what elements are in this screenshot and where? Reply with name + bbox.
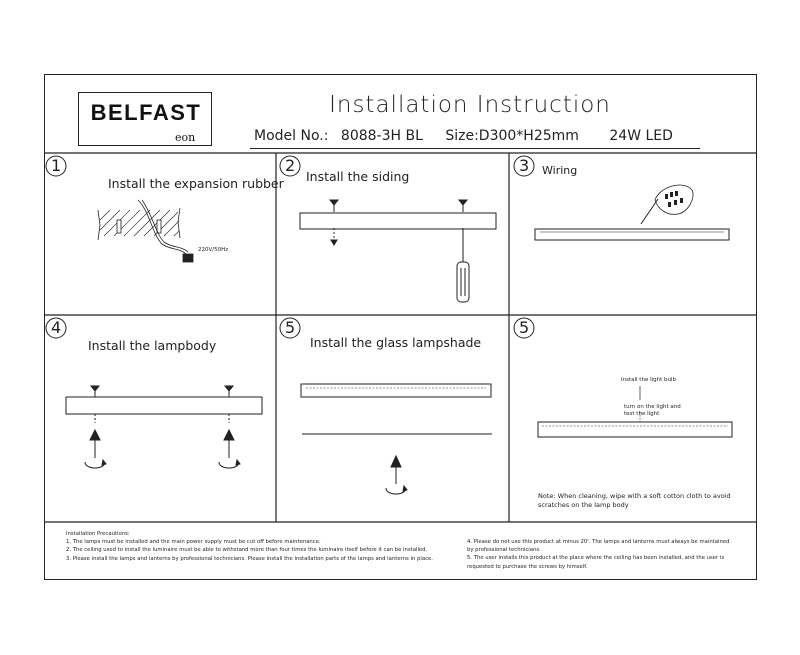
document-title: Installation Instruction — [329, 92, 611, 118]
test-label-line-2: test the light — [624, 411, 660, 417]
step-1-drawing — [98, 200, 193, 262]
test-label-line-1: turn on the light and — [624, 404, 681, 410]
size-text: Size:D300*H25mm — [445, 128, 579, 144]
brand-name: BELFAST — [90, 100, 202, 125]
cleaning-note — [538, 492, 731, 511]
voltage-label: 220V/50Hz — [198, 247, 229, 253]
precaution-item: requested to purchase the screws by himself. — [467, 563, 588, 570]
step-5-label: Install the glass lampshade — [310, 335, 482, 350]
precaution-item: 3. Please install the lamps and lanterns by professional technicians. Please install the installation parts of the lamps and lanterns in place. — [66, 555, 433, 562]
step-5-number: 5 — [285, 318, 296, 337]
step-3-drawing — [535, 185, 729, 240]
precautions-right — [467, 538, 752, 571]
step-4-drawing — [66, 386, 262, 468]
step-2-label: Install the siding — [306, 169, 410, 184]
step-1-label: Install the expansion rubber — [108, 176, 284, 191]
model-value: 8088-3H BL — [340, 128, 423, 144]
precaution-item: by professional technicians. — [467, 547, 541, 554]
precaution-item: 1. The lamps must be installed and the main power supply must be cut off before maintenance. — [66, 539, 321, 546]
step-5-drawing — [301, 384, 492, 494]
precautions-heading: Installation Precautions: — [66, 531, 130, 537]
cleaning-note-line-1: Note: When cleaning, wipe with a soft cotton cloth to avoid — [538, 492, 731, 500]
precaution-item: 2. The ceiling used to install the luminaire must be able to withstand more than four times the luminaire itself before it can be installed. — [66, 547, 428, 554]
step-4-label: Install the lampbody — [88, 338, 217, 353]
step-3-label: Wiring — [542, 164, 578, 177]
power-text: 24W LED — [609, 128, 673, 144]
step-4-number: 4 — [51, 318, 62, 337]
bulb-label: Install the light bulb — [621, 377, 677, 383]
step-6-number: 5 — [519, 318, 530, 337]
model-label: Model No.: — [254, 128, 329, 144]
step-2-drawing — [300, 200, 496, 302]
precautions-left — [66, 530, 466, 563]
precaution-item: 4. Please do not use this product at minus 20'. The lamps and lanterns must always be maintained — [467, 539, 730, 545]
step-3-number: 3 — [519, 156, 530, 175]
brand-subtitle: eon — [175, 131, 196, 144]
cleaning-note-line-2: scratches on the lamp body — [538, 501, 629, 510]
step-1-number: 1 — [51, 156, 62, 175]
step-2-number: 2 — [285, 156, 296, 175]
precaution-item: 5. The user installs this product at the place where the ceiling has been installed, and the user is — [467, 555, 725, 562]
